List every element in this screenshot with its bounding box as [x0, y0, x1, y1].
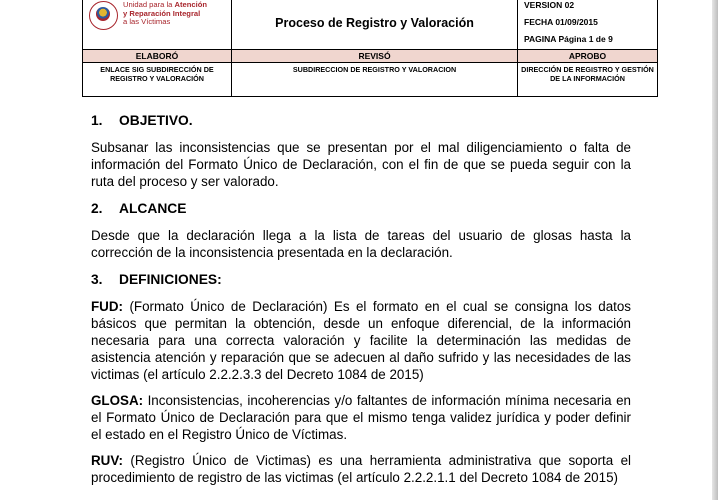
- definition-fud: FUD: (Formato Único de Declaración) Es el formato en el cual se consigna los datos básicos que permitan la obtención, desde un enfoque diferencial, de la información necesaria para una correcta valoración y facilite la determinación las medidas de asistencia atención y reparación que se adecuen al daño sufrido y las necesidades de las victimas (el artículo 2.2.2.3.3 del Decreto 1084 de 2015): [91, 299, 631, 382]
- elaboro-header: ELABORÓ: [83, 50, 232, 63]
- definition-glosa: GLOSA: Inconsistencias, incoherencias y/o faltantes de información mínima necesaria en el Formato Único de Declaración para que el mismo tenga validez jurídica y poder definir el estado en el Registro Único de Víctimas.: [91, 393, 631, 442]
- logo-cell: [83, 0, 232, 50]
- aprobo-header: APROBO: [518, 50, 658, 63]
- aprobo-value: DIRECCIÓN DE REGISTRO Y GESTIÓN DE LA INFORMACIÓN: [518, 63, 658, 97]
- section-heading-alcance: 2. ALCANCE: [91, 201, 187, 216]
- document-header-table: [82, 0, 658, 97]
- logo-text: Unidad para la Atención y Reparación Integral a las Víctimas: [123, 0, 208, 26]
- definition-ruv: RUV: (Registro Único de Victimas) es una herramienta administrativa que soporta el procedimiento de registro de las victimas (el artículo 2.2.2.1.1 del Decreto 1084 de 2015): [91, 453, 631, 485]
- objetivo-paragraph: Subsanar las inconsistencias que se presentan por el mal diligenciamiento o falta de información del Formato Único de Declaración, con el fin de que se pueda seguir con la ruta del proceso y ser valorado.: [91, 140, 631, 189]
- reviso-header: REVISÓ: [232, 50, 518, 63]
- coat-of-arms-icon: [89, 1, 118, 30]
- date-label: FECHA 01/09/2015: [524, 17, 598, 27]
- document-title: Proceso de Registro y Valoración: [232, 0, 518, 50]
- document-meta: [518, 0, 658, 50]
- document-body: [91, 112, 631, 486]
- alcance-paragraph: Desde que la declaración llega a la lista de tareas del usuario de glosas hasta la corrección de la inconsistencia presentada en la declaración.: [91, 228, 631, 260]
- unidad-victimas-logo: [89, 1, 207, 30]
- page-edge: [712, 0, 718, 500]
- reviso-value: SUBDIRECCION DE REGISTRO Y VALORACION: [232, 63, 518, 97]
- version-label: VERSION 02: [524, 0, 575, 10]
- section-heading-definiciones: 3. DEFINICIONES:: [91, 272, 222, 287]
- elaboro-value: ENLACE SIG SUBDIRECCIÓN DE REGISTRO Y VALORACIÓN: [83, 63, 232, 97]
- section-heading-objetivo: 1. OBJETIVO.: [91, 113, 193, 128]
- page-label: PAGINA Página 1 de 9: [524, 34, 613, 44]
